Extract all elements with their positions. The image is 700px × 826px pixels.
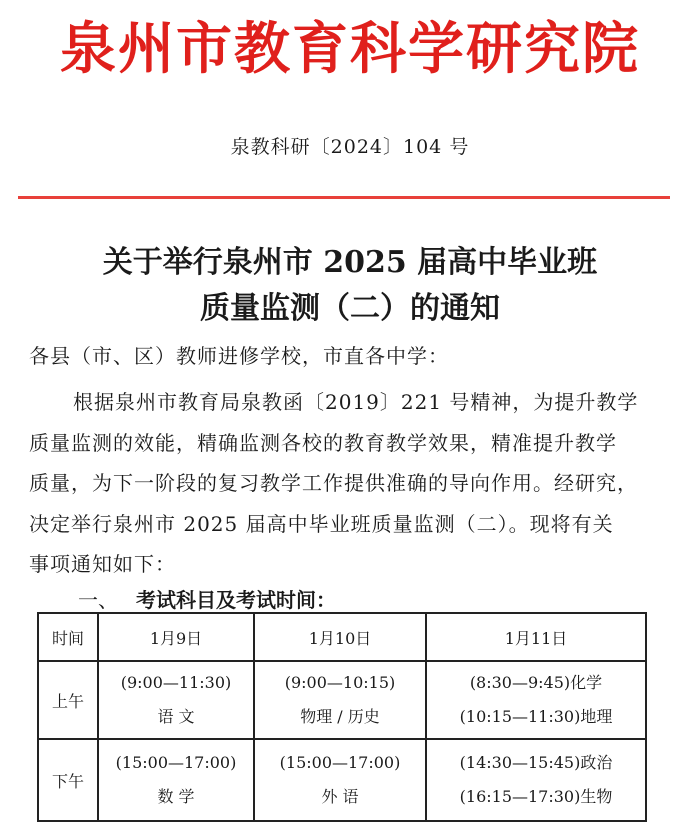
exam-time: (15:00—17:00) [279, 753, 401, 772]
exam-subject: 外 语 [321, 787, 359, 806]
body-line-1: 根据泉州市教育局泉教函〔2019〕221 号精神，为提升教学 [73, 390, 639, 414]
table-header-row [38, 613, 646, 661]
body-line-3: 质量，为下一阶段的复习教学工作提供准确的导向作用。经研究， [29, 471, 638, 495]
exam-time: (9:00—10:15) [284, 673, 396, 692]
table-row-morning [38, 661, 646, 739]
header-cell-day-1: 1月9日 [98, 613, 254, 661]
exam-subject: 物理 / 历史 [300, 707, 380, 726]
notice-title-line-1: 关于举行泉州市 2025 届高中毕业班 [102, 245, 598, 280]
exam-session: (16:15—17:30)生物 [459, 787, 613, 806]
exam-time: (15:00—17:00) [115, 753, 237, 772]
schedule-cell [426, 739, 646, 821]
body-line-2: 质量监测的效能，精确监测各校的教育教学效果，精准提升教学 [29, 431, 617, 455]
period-cell-morning: 上午 [38, 661, 98, 739]
notice-title-line-2: 质量监测（二）的通知 [200, 291, 500, 326]
exam-schedule-table [37, 612, 647, 822]
schedule-cell [98, 739, 254, 821]
section-number: 一、 [78, 588, 118, 612]
header-cell-day-2: 1月10日 [254, 613, 426, 661]
red-divider-line [18, 196, 670, 199]
salutation: 各县（市、区）教师进修学校，市直各中学： [29, 344, 449, 368]
document-number: 泉教科研〔2024〕104 号 [230, 136, 470, 158]
table-row-afternoon [38, 739, 646, 821]
period-cell-afternoon: 下午 [38, 739, 98, 821]
schedule-cell [254, 739, 426, 821]
header-cell-time: 时间 [38, 613, 98, 661]
organization-header: 泉州市教育科学研究院 [60, 16, 640, 82]
exam-session: (10:15—11:30)地理 [459, 707, 613, 726]
schedule-cell [426, 661, 646, 739]
exam-session: (14:30—15:45)政治 [459, 753, 613, 772]
section-heading-text: 考试科目及考试时间： [136, 588, 336, 612]
schedule-cell [98, 661, 254, 739]
schedule-cell [254, 661, 426, 739]
body-line-4: 决定举行泉州市 2025 届高中毕业班质量监测（二）。现将有关 [29, 512, 614, 536]
section-heading [78, 587, 336, 613]
exam-subject: 语 文 [157, 707, 195, 726]
body-line-5: 事项通知如下： [29, 552, 176, 576]
exam-time: (9:00—11:30) [120, 673, 232, 692]
header-cell-day-3: 1月11日 [426, 613, 646, 661]
exam-session: (8:30—9:45)化学 [469, 673, 603, 692]
exam-subject: 数 学 [157, 787, 195, 806]
